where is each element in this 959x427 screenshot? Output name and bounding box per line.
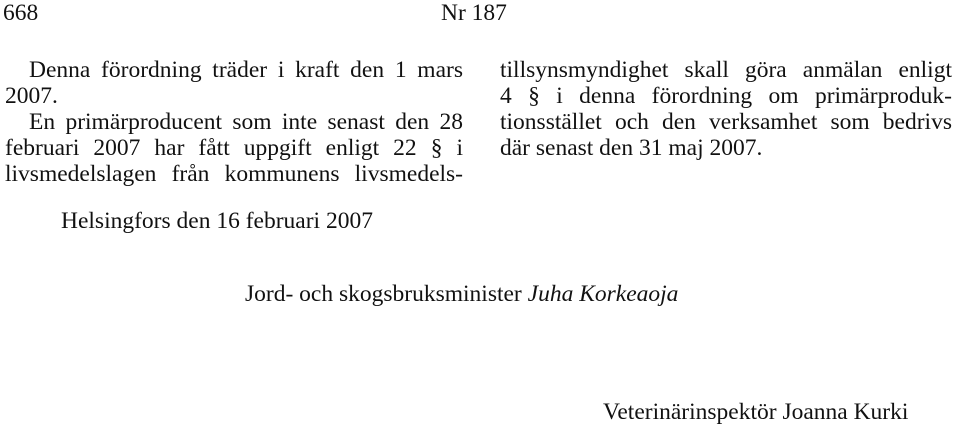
left-text-column bbox=[5, 57, 463, 187]
paragraph-line: februari 2007 har fått uppgift enligt 22 § i bbox=[5, 135, 463, 161]
paragraph-line: En primärproducent som inte senast den 28 bbox=[29, 109, 463, 135]
paragraph-line: livsmedelslagen från kommunens livsmedels- bbox=[5, 161, 463, 187]
minister-title: Jord- och skogsbruksminister bbox=[245, 281, 522, 307]
paragraph-line: tionsstället och den verksamhet som bedrivs bbox=[500, 109, 952, 135]
paragraph-line: 2007. bbox=[5, 83, 58, 109]
minister-signature bbox=[245, 281, 678, 307]
issue-number: Nr 187 bbox=[441, 0, 507, 26]
paragraph-line: tillsynsmyndighet skall göra anmälan enligt bbox=[500, 57, 952, 83]
right-text-column bbox=[500, 57, 952, 161]
minister-name: Juha Korkeaoja bbox=[527, 281, 679, 307]
paragraph-line: 4 § i denna förordning om primärproduk- bbox=[500, 83, 952, 109]
place-and-date: Helsingfors den 16 februari 2007 bbox=[61, 208, 373, 234]
page-number: 668 bbox=[3, 0, 39, 26]
inspector-signature: Veterinärinspektör Joanna Kurki bbox=[603, 399, 909, 425]
paragraph-line: där senast den 31 maj 2007. bbox=[500, 135, 763, 161]
paragraph-line: Denna förordning träder i kraft den 1 mars bbox=[29, 57, 463, 83]
